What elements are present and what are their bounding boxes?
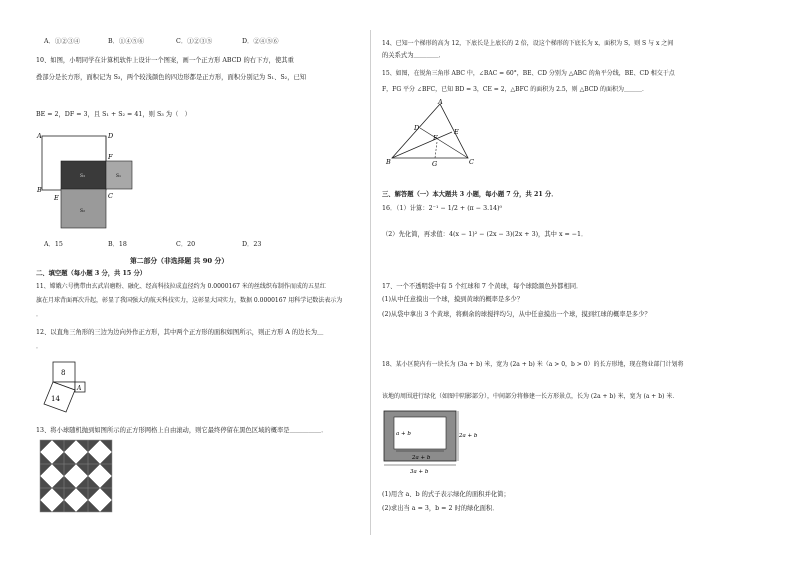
label-3a-plus-b: 3a + b	[410, 469, 429, 475]
label-S3: S₃	[80, 174, 85, 179]
q10-option-a: A．15	[44, 241, 63, 248]
figure-q18-rectangle	[382, 407, 478, 477]
label-D15: D	[414, 124, 420, 132]
left-column	[30, 0, 400, 566]
q18-line-1: 18、某小区院内有一块长为 (3a + b) 米，宽为 (2a + b) 米（a > 0，b > 0）的长方形地，现在物业部门计划将	[382, 361, 684, 368]
q12-line-2: ．	[36, 343, 43, 350]
figure-q15-triangle	[386, 100, 482, 168]
q9-option-c: C．①②③⑤	[176, 38, 213, 45]
q9-option-d: D．②④⑤⑥	[242, 38, 279, 45]
label-E: E	[54, 194, 59, 202]
q17-line-3: (2)从袋中拿出 3 个黄球，将剩余的球搅拌均匀，从中任意摸出一个球，摸到红球的概率是多少？	[382, 311, 651, 318]
label-S1: S₁	[116, 174, 121, 179]
q10-line-2: 叠部分是长方形，面积记为 S₃，两个较浅颜色的四边形都是正方形，面积分别记为 S₁、S₂，已知	[36, 74, 307, 81]
q16-part-2: （2）先化简，再求值：4(x − 1)² − (2x − 3)(2x + 3)，其中 x = −1．	[382, 231, 588, 238]
q17-line-2: (1)从中任意摸出一个球，摸到黄球的概率是多少？	[382, 296, 524, 303]
figure-q13-grid	[40, 440, 112, 512]
label-C: C	[108, 192, 113, 200]
q10-option-b: B．18	[108, 241, 127, 248]
label-A-square: A	[77, 385, 82, 392]
q15-line-1: 15、如图，在锐角三角形 ABC 中，∠BAC = 60°，BE、CD 分别为 △ABC 的角平分线，BE、CD 相交于点	[382, 70, 675, 77]
label-A15: A	[438, 98, 443, 106]
q14-line-1: 14、已知一个梯形的高为 12，下底长是上底长的 2 倍，设这个梯形的下底长为 x，面积为 S，则 S 与 x 之间	[382, 40, 674, 47]
q9-option-b: B．①④⑤⑥	[108, 38, 145, 45]
section2-title: 二、填空题（每小题 3 分，共 15 分）	[36, 270, 147, 277]
label-E15: E	[454, 128, 459, 136]
label-B15: B	[386, 158, 391, 166]
figure-q10-squares	[34, 130, 144, 238]
q18-question-1: (1)用含 a、b 的式子表示绿化的面积并化简；	[382, 491, 510, 498]
label-14: 14	[51, 395, 60, 403]
q9-option-a: A．①②③④	[44, 38, 81, 45]
part2-title: 第二部分（非选择题 共 90 分）	[130, 257, 229, 265]
label-B: B	[37, 186, 42, 194]
label-a-plus-b: a + b	[396, 431, 411, 437]
label-2a-plus-b-inner: 2a + b	[412, 455, 431, 461]
label-A: A	[37, 132, 42, 140]
right-column	[378, 0, 748, 566]
q10-line-3: BE = 2，DF = 3，且 S₁ + S₂ = 41，则 S₃ 为（ ）	[36, 111, 191, 118]
q10-option-d: D．23	[242, 241, 262, 248]
q16-part-1: 16．（1）计算：2⁻¹ − 1/2 + (π − 3.14)⁰	[382, 205, 503, 212]
section3-title: 三、解答题（一）本大题共 3 小题，每小题 7 分，共 21 分．	[382, 191, 558, 198]
q11-line-1: 11、嫦娥六号携带由玄武岩磨粉、融化、经高科技拉成直径约为 0.0000167 米的丝线织布制作而成的五星红	[36, 283, 326, 290]
label-F15: F	[433, 134, 438, 142]
q11-line-3: ．	[36, 311, 43, 318]
q15-line-2: F，FG 平分 ∠BFC，已知 BD = 3，CE = 2，△BFC 的面积为 2.5，则 △BCD 的面积为＿＿＿．	[382, 86, 649, 93]
q14-line-2: 的关系式为＿＿＿＿．	[382, 52, 445, 59]
q10-line-1: 10、如图，小明同学在计算机软件上设计一个图案，画一个正方形 ABCD 的右下方，使其重	[36, 57, 294, 64]
figure-q12-squares	[38, 360, 98, 418]
label-G15: G	[432, 160, 438, 168]
q10-option-c: C．20	[176, 241, 196, 248]
label-C15: C	[469, 158, 474, 166]
q18-line-2: 该地的周围进行绿化（如图中阴影部分），中间部分将修建一长方形景点，长为 (2a + b) 米，宽为 (a + b) 米．	[382, 393, 679, 400]
q17-line-1: 17、一个不透明袋中有 5 个红球和 7 个黄球，每个球除颜色外都相同．	[382, 283, 583, 290]
q12-line-1: 12、以直角三角形的三边为边向外作正方形，其中两个正方形的面积如图所示，则正方形 A 的边长为＿	[36, 329, 324, 336]
q11-line-2: 旗在月球背面再次升起，彰显了我国强大的航天科技实力，这彰显大国实力，数据 0.0000167 用科学记数法表示为	[36, 297, 343, 304]
q13-line-1: 13、将小球随机抛到如图所示的正方形网格上自由滚动，则它最终停留在黑色区域的概率是＿＿＿＿＿．	[36, 427, 328, 434]
label-D: D	[108, 132, 114, 140]
q18-question-2: (2)求出当 a = 3，b = 2 时的绿化面积．	[382, 505, 499, 512]
label-F: F	[108, 153, 113, 161]
label-2a-plus-b-right: 2a + b	[459, 433, 478, 439]
label-S2: S₂	[80, 209, 85, 214]
label-8: 8	[61, 369, 66, 377]
